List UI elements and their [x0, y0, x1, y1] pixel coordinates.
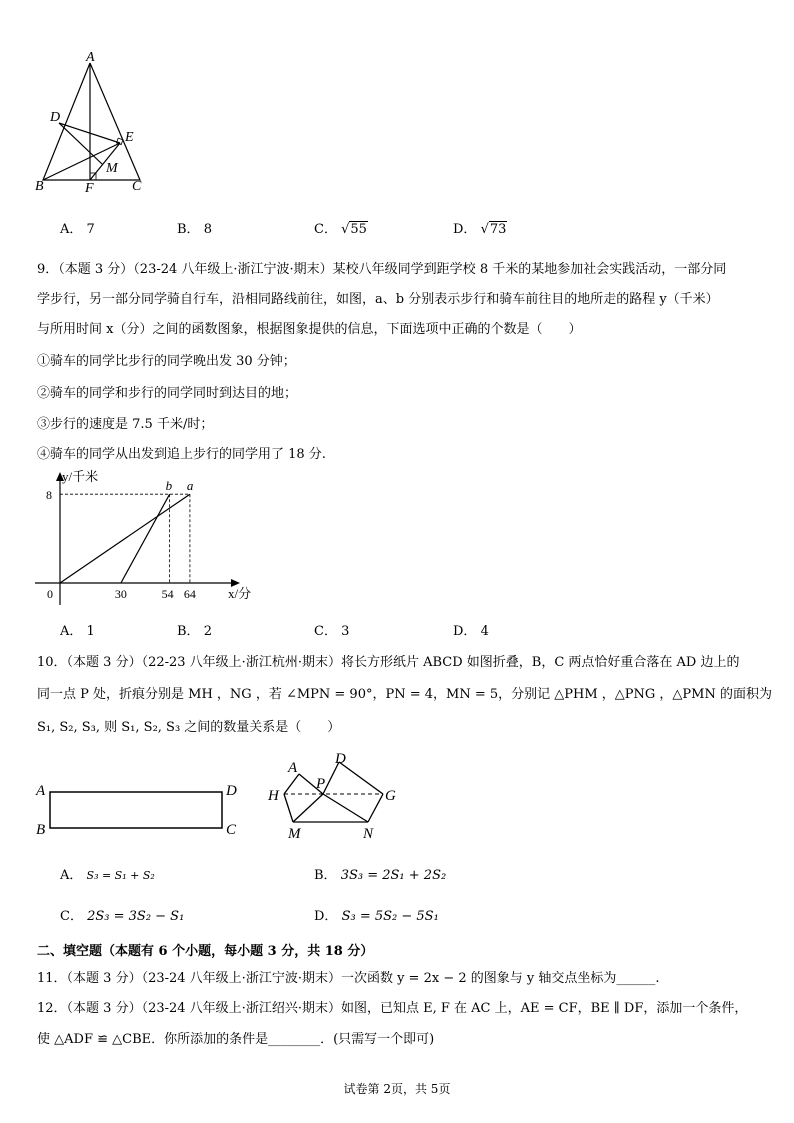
label-M: M — [106, 161, 118, 176]
y-tick-label: 8 — [46, 488, 52, 503]
q11-text: 11．（本题 3 分）（23-24 八年级上·浙江宁波·期末）一次函数 y = 2x − 2 的图象与 y 轴交点坐标为______. — [37, 971, 660, 986]
q10-option-c: C． 2S₃ = 3S₂ − S₁ — [60, 909, 185, 924]
q10-folded-figure — [265, 750, 415, 845]
fold-HM — [284, 794, 293, 822]
q9-distance-time-chart — [30, 465, 270, 610]
q10-stem-line3: S₁, S₂, S₃, 则 S₁, S₂, S₃ 之间的数量关系是（ ） — [37, 720, 341, 735]
series-label-b: b — [165, 478, 173, 494]
q9-stem-line3: 与所用时间 x（分）之间的函数图象，根据图象提供的信息，下面选项中正确的个数是（ ） — [37, 322, 582, 337]
page-footer: 试卷第 2页，共 5页 — [343, 1082, 451, 1096]
q12-line2: 使 △ADF ≌ △CBE．你所添加的条件是________．(只需写一个即可) — [37, 1032, 435, 1047]
fold-label-H: H — [268, 788, 279, 804]
x-axis-label: x/分 — [228, 586, 252, 601]
fold-label-G: G — [385, 788, 396, 804]
fold-MP — [293, 794, 323, 822]
q9-stem-line2: 学步行，另一部分同学骑自行车，沿相同路线前往，如图，a、b 分别表示步行和骑车前往目的地所走的路程 y（千米） — [37, 292, 719, 307]
q9-option-c: C． 3 — [314, 624, 350, 639]
q9-statement-4: ④骑车的同学从出发到追上步行的同学用了 18 分. — [37, 447, 326, 462]
label-F: F — [85, 181, 94, 195]
q9-statement-3: ③步行的速度是 7.5 千米/时； — [37, 417, 214, 432]
fold-label-M: M — [288, 826, 301, 842]
fold-label-P: P — [316, 776, 326, 792]
q8-option-a: A． 7 — [60, 222, 95, 237]
rect-label-B: B — [36, 822, 46, 838]
rect-label-C: C — [226, 822, 237, 838]
fold-HA — [284, 774, 299, 794]
q9-option-a: A． 1 — [60, 624, 95, 639]
q10-option-b: B． 3S₃ = 2S₁ + 2S₂ — [314, 868, 447, 883]
x-tick-label-0: 0 — [47, 587, 53, 601]
fold-label-D: D — [335, 751, 346, 767]
series-line-a — [60, 494, 190, 583]
q8-option-d: D． √73 — [453, 222, 507, 237]
q9-option-d: D． 4 — [453, 624, 489, 639]
q10-rectangle-figure — [30, 775, 245, 840]
y-axis-label: y/千米 — [62, 469, 99, 484]
q9-option-b: B． 2 — [177, 624, 212, 639]
q10-option-d: D． S₃ = 5S₂ − 5S₁ — [314, 909, 439, 924]
label-B: B — [35, 179, 44, 194]
q8-triangle-figure — [30, 50, 160, 195]
x-tick-label-3: 64 — [183, 587, 196, 601]
q9-statement-2: ②骑车的同学和步行的同学同时到达目的地； — [37, 386, 298, 401]
label-D: D — [50, 110, 61, 125]
right-angle-mark-E — [116, 138, 122, 144]
q8-option-c: C． √55 — [314, 222, 367, 237]
q10-stem-line2: 同一点 P 处，折痕分别是 MH ，NG ，若 ∠MPN = 90°，PN = 4，MN = 5，分别记 △PHM ，△PNG ，△PMN 的面积为 — [37, 687, 772, 702]
rectangle-ABCD — [50, 792, 222, 828]
series-line-b — [121, 494, 170, 583]
rect-label-D: D — [226, 783, 237, 799]
fold-NG — [368, 794, 383, 822]
x-tick-label-1: 30 — [114, 587, 127, 601]
q10-stem-line1: 10．（本题 3 分）（22-23 八年级上·浙江杭州·期末）将长方形纸片 ABCD 如图折叠，B，C 两点恰好重合落在 AD 边上的 — [37, 655, 740, 670]
q8-option-b: B． 8 — [177, 222, 212, 237]
label-E: E — [125, 130, 134, 145]
rect-label-A: A — [36, 783, 46, 799]
q10-option-a: A． S₃ = S₁ + S₂ — [60, 868, 155, 883]
q9-stem-line1: 9．（本题 3 分）（23-24 八年级上·浙江宁波·期末）某校八年级同学到距学校 8 千米的某地参加社会实践活动，一部分同 — [37, 262, 727, 277]
fold-PN — [323, 794, 368, 822]
q12-line1: 12．（本题 3 分）（23-24 八年级上·浙江绍兴·期末）如图，已知点 E, F 在 AC 上，AE = CF，BE ∥ DF，添加一个条件， — [37, 1001, 748, 1016]
x-tick-label-2: 54 — [161, 587, 174, 601]
section2-heading: 二、填空题（本题有 6 个小题，每小题 3 分，共 18 分） — [37, 944, 374, 959]
series-label-a: a — [186, 478, 194, 494]
fold-label-N: N — [363, 826, 374, 842]
label-C: C — [132, 179, 142, 194]
label-A: A — [86, 50, 95, 65]
q9-statement-1: ①骑车的同学比步行的同学晚出发 30 分钟； — [37, 354, 296, 369]
segment-DM — [59, 123, 102, 164]
fold-label-A: A — [288, 760, 298, 776]
